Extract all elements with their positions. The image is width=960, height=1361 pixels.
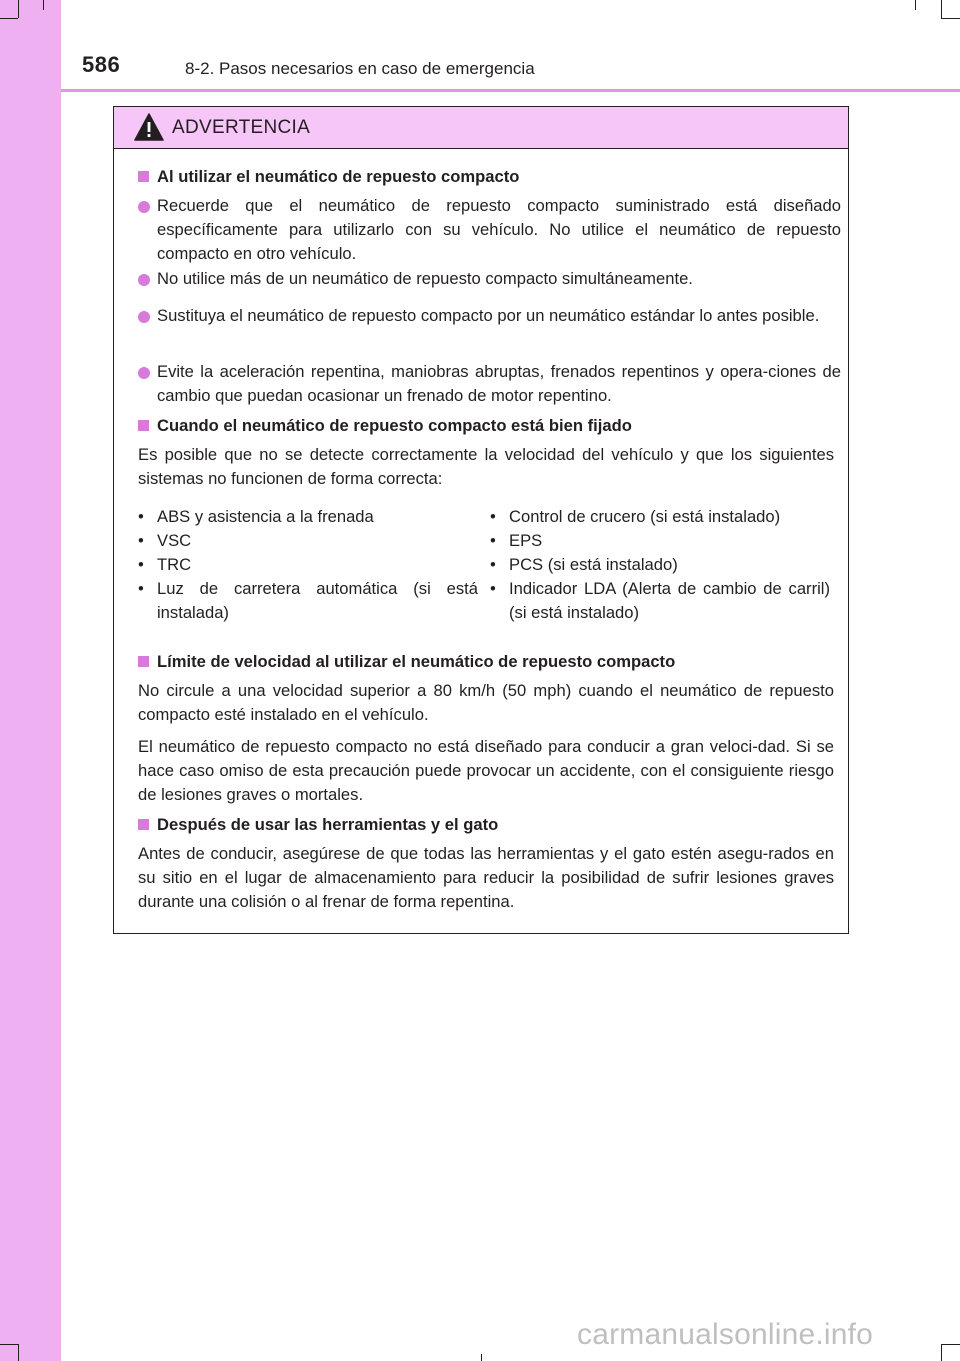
- crop-mark: [941, 0, 942, 18]
- square-bullet-icon: [138, 171, 149, 182]
- crop-mark: [941, 18, 960, 19]
- round-bullet-icon: [138, 367, 150, 379]
- list-item: • Indicador LDA (Alerta de cambio de carril) (si está instalado): [490, 577, 830, 625]
- section-heading: Límite de velocidad al utilizar el neumático de repuesto compacto: [138, 650, 838, 674]
- list-item: • ABS y asistencia a la frenada: [138, 505, 478, 529]
- crop-mark: [43, 0, 44, 10]
- list-item: • Luz de carretera automática (si está instalada): [138, 577, 478, 625]
- round-bullet-icon: [138, 274, 150, 286]
- paragraph: Antes de conducir, asegúrese de que todas las herramientas y el gato estén asegu-rados en su sitio en el lugar de almacenamiento para reducir la posibilidad de sufrir lesiones graves durante una colisión o al frenar de forma repentina.: [138, 844, 834, 911]
- list-item: No utilice más de un neumático de repuesto compacto simultáneamente.: [138, 267, 841, 291]
- list-item: • EPS: [490, 529, 830, 553]
- warning-box: [113, 106, 849, 934]
- list-item: • PCS (si está instalado): [490, 553, 830, 577]
- list-item: Evite la aceleración repentina, maniobras abruptas, frenados repentinos y opera-ciones de cambio que puedan ocasionar un frenado de motor repentino.: [138, 360, 841, 408]
- crop-mark: [18, 0, 19, 18]
- section-title: 8-2. Pasos necesarios en caso de emergencia: [185, 59, 535, 78]
- header-rule: [61, 89, 960, 92]
- crop-mark: [481, 1354, 482, 1361]
- crop-mark: [915, 0, 916, 10]
- paragraph: No circule a una velocidad superior a 80 km/h (50 mph) cuando el neumático de repuesto compacto esté instalado en el vehículo.: [138, 681, 834, 724]
- warning-label: ADVERTENCIA: [172, 117, 311, 138]
- crop-mark: [0, 18, 18, 19]
- section-heading: Cuando el neumático de repuesto compacto está bien fijado: [138, 414, 838, 438]
- section-heading: Después de usar las herramientas y el gato: [138, 813, 838, 837]
- warning-triangle-icon: [134, 113, 164, 141]
- list-item: Recuerde que el neumático de repuesto compacto suministrado está diseñado específicamente para utilizarlo con su vehículo. No utilice el neumático de repuesto compacto en otro vehículo.: [138, 194, 841, 266]
- page-number: 586: [82, 52, 121, 77]
- square-bullet-icon: [138, 420, 149, 431]
- crop-mark: [0, 1344, 18, 1345]
- systems-list-right: [490, 505, 830, 625]
- square-bullet-icon: [138, 819, 149, 830]
- systems-list-left: [138, 505, 478, 625]
- paragraph: El neumático de repuesto compacto no está diseñado para conducir a gran veloci-dad. Si se hace caso omiso de esta precaución puede provocar un accidente, con el consiguiente riesgo de lesiones graves o mortales.: [138, 737, 834, 804]
- list-item: • VSC: [138, 529, 478, 553]
- paragraph: Es posible que no se detecte correctamente la velocidad del vehículo y que los siguientes sistemas no funcionen de forma correcta:: [138, 445, 834, 488]
- warning-header: [114, 107, 848, 149]
- crop-mark: [18, 1344, 19, 1361]
- list-item: • TRC: [138, 553, 478, 577]
- round-bullet-icon: [138, 201, 150, 213]
- list-item: • Control de crucero (si está instalado): [490, 505, 830, 529]
- square-bullet-icon: [138, 656, 149, 667]
- list-item: Sustituya el neumático de repuesto compacto por un neumático estándar lo antes posible.: [138, 304, 841, 328]
- round-bullet-icon: [138, 311, 150, 323]
- watermark: carmanualsonline.info: [577, 1318, 874, 1351]
- page-side-band: [0, 0, 61, 1361]
- crop-mark: [941, 1344, 960, 1345]
- section-heading: Al utilizar el neumático de repuesto compacto: [138, 165, 838, 189]
- crop-mark: [941, 1344, 942, 1361]
